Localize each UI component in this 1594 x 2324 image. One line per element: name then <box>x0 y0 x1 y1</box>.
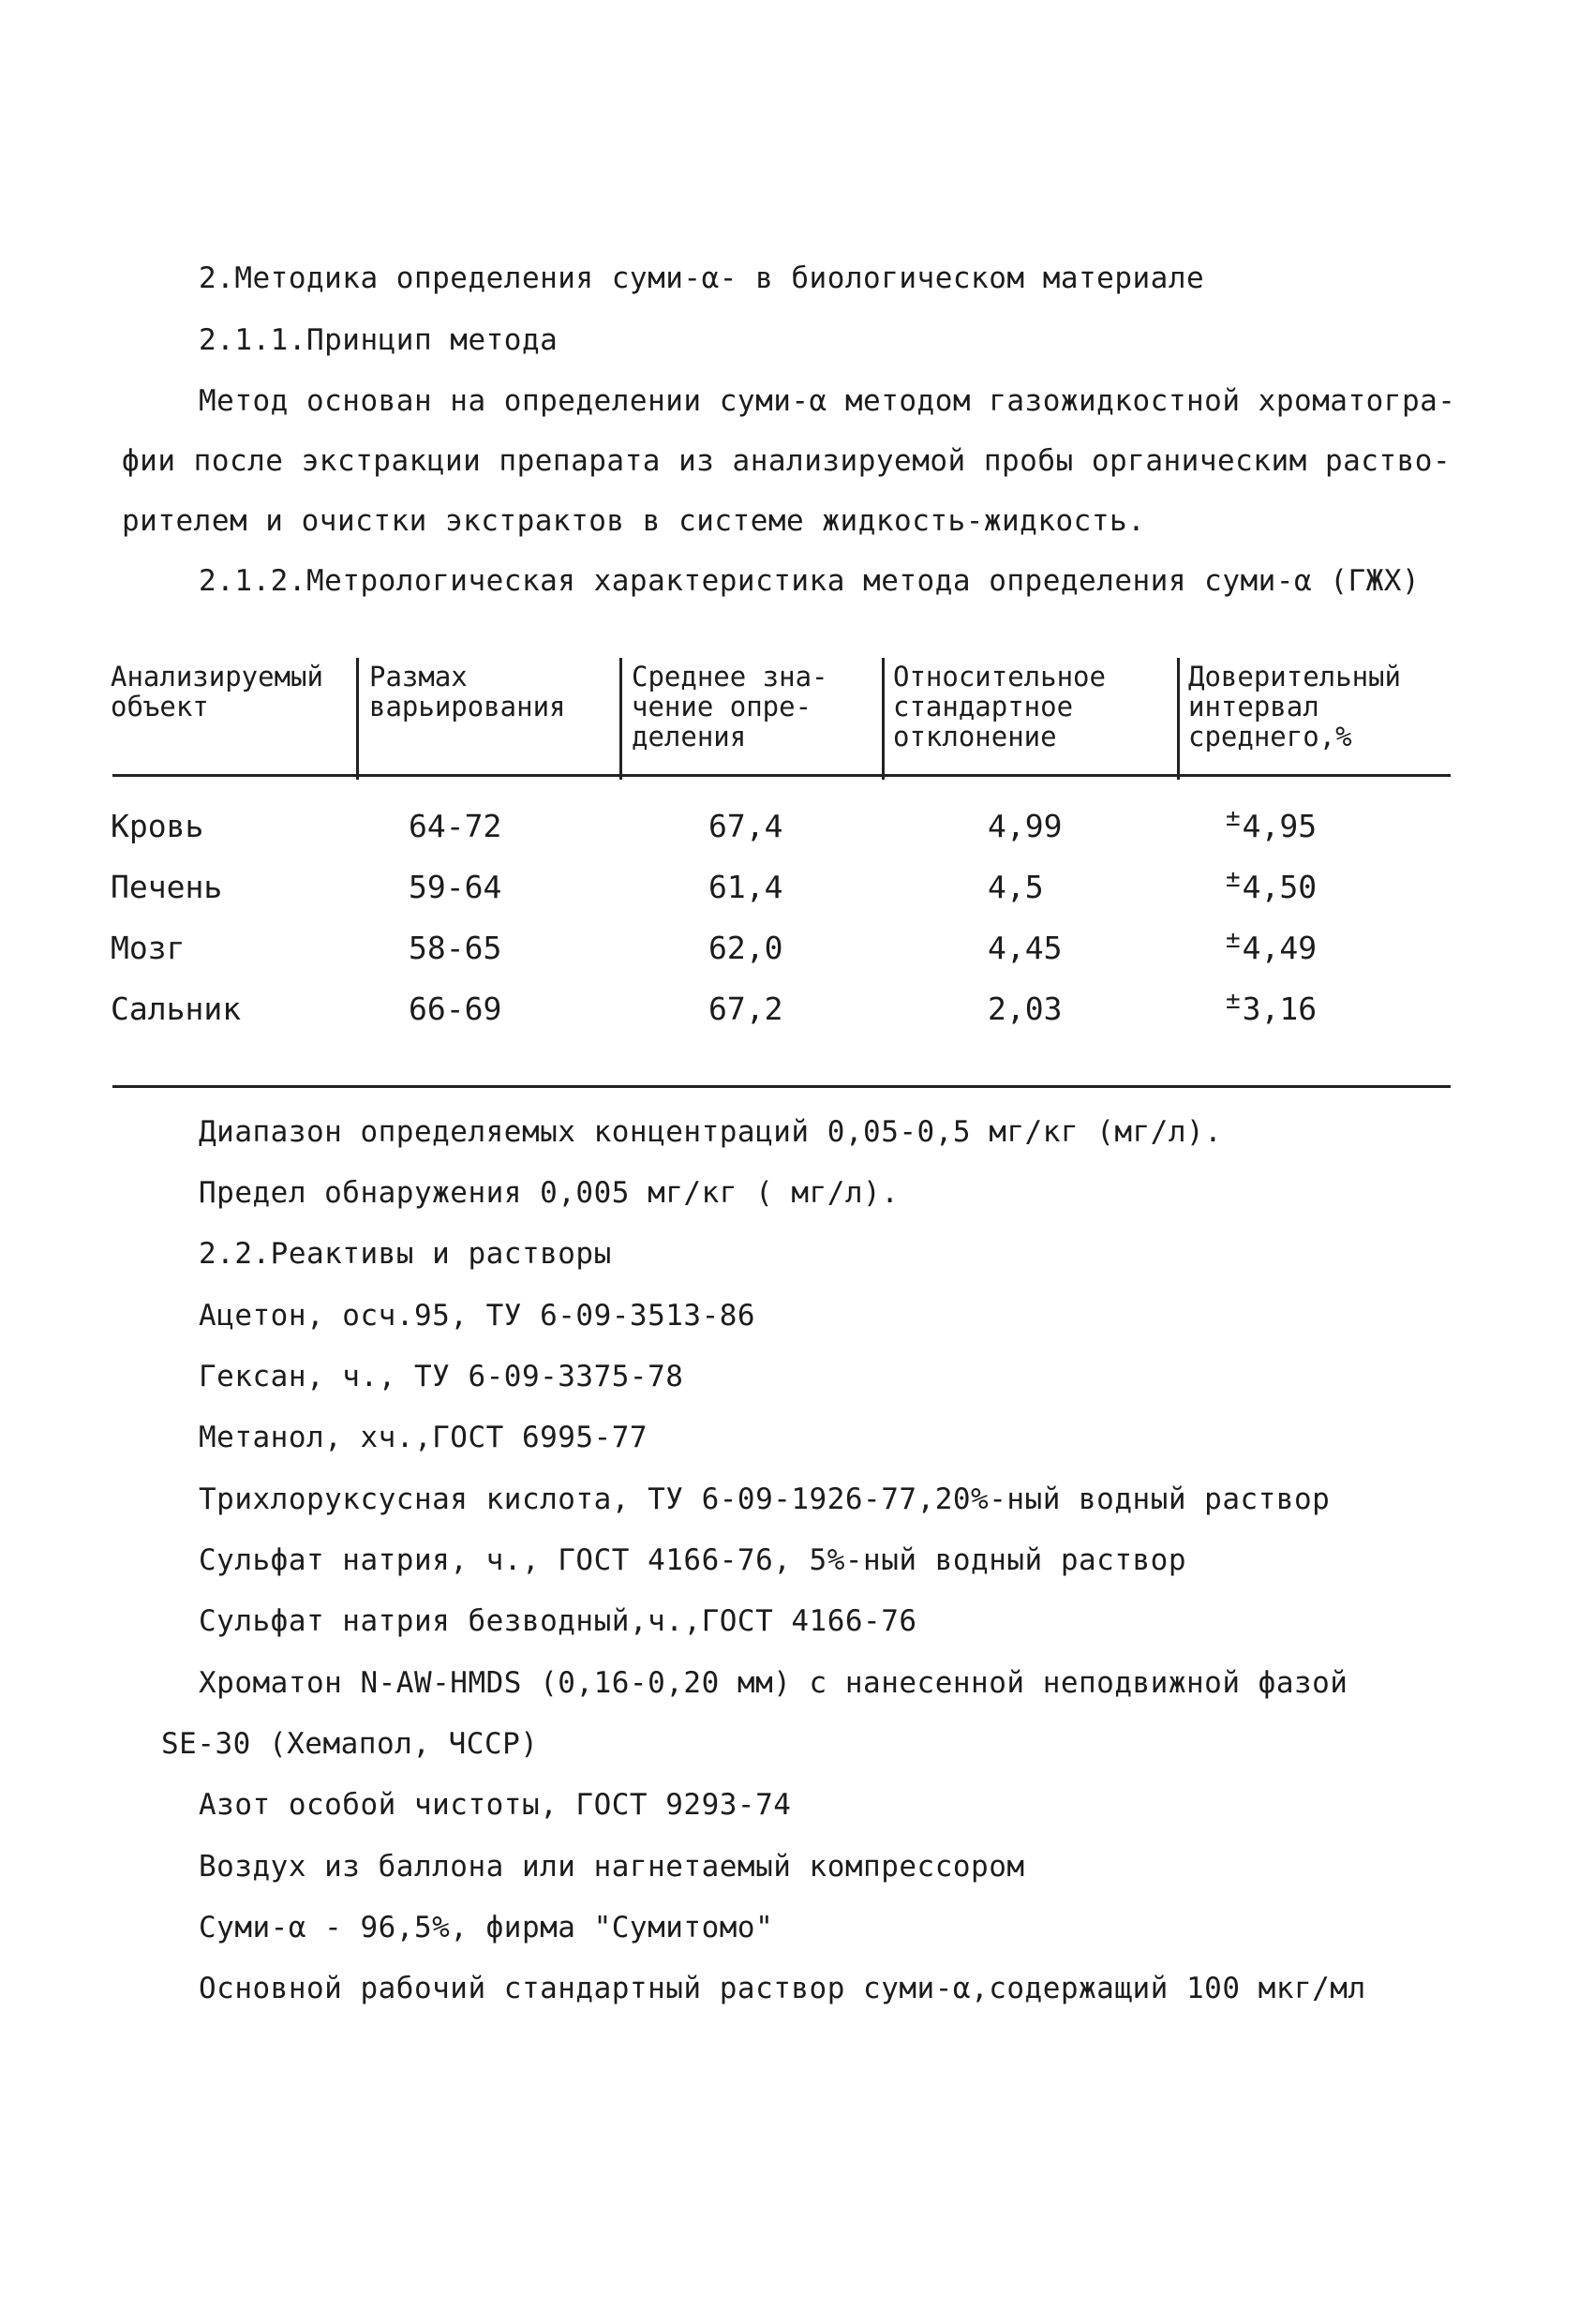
plus-minus-sign: ± <box>1226 987 1241 1015</box>
cell-confidence: ±4,95 <box>1226 804 1318 844</box>
principle-line-1: Метод основан на определении суми-α методом газожидкостной хроматогра- <box>199 384 1456 418</box>
plus-minus-sign: ± <box>1226 804 1241 832</box>
table-col-separator <box>882 658 885 780</box>
table-col-separator <box>1177 658 1180 780</box>
reagent-item: Основной рабочий стандартный раствор суми-α,содержащий 100 мкг/мл <box>199 1972 1366 2005</box>
cell-object: Кровь <box>111 808 204 844</box>
subsection-heading-reagents: 2.2.Реактивы и растворы <box>199 1237 612 1271</box>
table-col-separator <box>619 658 622 780</box>
table-bottom-rule <box>112 1085 1451 1088</box>
cell-range: 59-64 <box>409 869 502 905</box>
reagent-item: Метанол, хч.,ГОСТ 6995-77 <box>199 1421 648 1454</box>
reagent-item: Сульфат натрия, ч., ГОСТ 4166-76, 5%-ный водный раствор <box>199 1543 1186 1577</box>
cell-object: Сальник <box>111 991 242 1027</box>
table-header-rsd: Относительное стандартное отклонение <box>893 661 1106 752</box>
cell-mean: 67,4 <box>708 808 783 844</box>
cell-confidence: ±4,50 <box>1226 865 1318 905</box>
table-header-range: Размах варьирования <box>369 661 566 723</box>
plus-minus-sign: ± <box>1226 865 1241 893</box>
concentration-range: Диапазон определяемых концентраций 0,05-0,5 мг/кг (мг/л). <box>199 1115 1223 1149</box>
subsection-heading-metrology: 2.1.2.Метрологическая характеристика метода определения суми-α (ГЖХ) <box>199 564 1421 598</box>
principle-line-3: рителем и очистки экстрактов в системе жидкость-жидкость. <box>122 504 1146 538</box>
reagent-item-continued: SE-30 (Хемапол, ЧССР) <box>161 1727 539 1761</box>
reagent-item: Трихлоруксусная кислота, ТУ 6-09-1926-77,20%-ный водный раствор <box>199 1482 1331 1516</box>
cell-confidence: ±3,16 <box>1226 987 1318 1027</box>
cell-mean: 62,0 <box>708 930 783 966</box>
cell-mean: 67,2 <box>708 991 783 1027</box>
cell-range: 58-65 <box>409 930 502 966</box>
cell-confidence: ±4,49 <box>1226 926 1318 966</box>
reagent-item: Сульфат натрия безводный,ч.,ГОСТ 4166-76 <box>199 1604 917 1638</box>
table-header-rule <box>112 774 1451 777</box>
cell-range: 64-72 <box>409 808 502 844</box>
reagent-item: Суми-α - 96,5%, фирма "Сумитомо" <box>199 1911 774 1944</box>
cell-object: Мозг <box>111 930 186 966</box>
reagent-item: Гексан, ч., ТУ 6-09-3375-78 <box>199 1360 684 1393</box>
table-header-confidence: Доверительный интервал среднего,% <box>1188 661 1401 752</box>
reagent-item: Азот особой чистоты, ГОСТ 9293-74 <box>199 1788 792 1822</box>
table-header-mean: Среднее зна- чение опре- деления <box>632 661 828 752</box>
cell-mean: 61,4 <box>708 869 783 905</box>
table-col-separator <box>356 658 359 780</box>
reagent-item: Ацетон, осч.95, ТУ 6-09-3513-86 <box>199 1299 756 1333</box>
cell-rsd: 2,03 <box>988 991 1063 1027</box>
cell-range: 66-69 <box>409 991 502 1027</box>
reagent-item: Хроматон N-AW-HMDS (0,16-0,20 мм) с нанесенной неподвижной фазой <box>199 1666 1348 1700</box>
section-heading: 2.Методика определения суми-α- в биологическом материале <box>199 261 1205 295</box>
cell-rsd: 4,5 <box>988 869 1044 905</box>
principle-line-2: фии после экстракции препарата из анализируемой пробы органическим раство- <box>122 444 1452 478</box>
detection-limit: Предел обнаружения 0,005 мг/кг ( мг/л). <box>199 1176 900 1210</box>
cell-object: Печень <box>111 869 223 905</box>
reagent-item: Воздух из баллона или нагнетаемый компрессором <box>199 1850 1025 1884</box>
table-header-object: Анализируемый объект <box>111 661 323 723</box>
cell-rsd: 4,45 <box>988 930 1063 966</box>
plus-minus-sign: ± <box>1226 926 1241 954</box>
subsection-heading-principle: 2.1.1.Принцип метода <box>199 323 559 357</box>
cell-rsd: 4,99 <box>988 808 1063 844</box>
